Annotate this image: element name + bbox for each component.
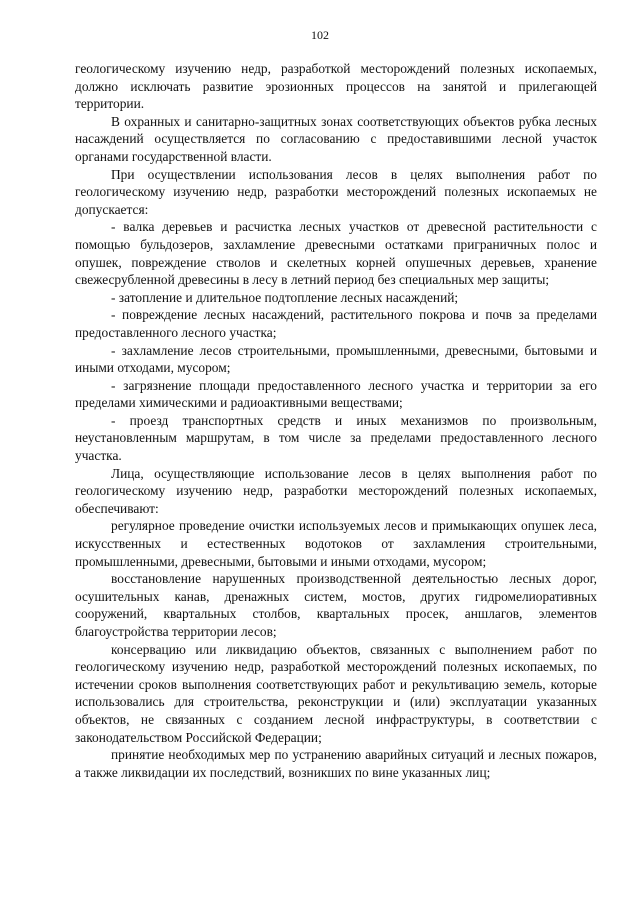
paragraph-protection-zones: В охранных и санитарно-защитных зонах соответствующих объектов рубка лесных насаждений осуществляется по согласованию с предоставившими лесной участок органами государственной власти. (75, 113, 597, 164)
obligation-emergency: принятие необходимых мер по устранению аварийных ситуаций и лесных пожаров, а также ликвидации их последствий, возникших по вине указанных лиц; (75, 747, 597, 780)
list-item-vehicles: - проезд транспортных средств и иных механизмов по произвольным, неустановленным маршрутам, в том числе за пределами предоставленного лесного участка. (75, 412, 597, 464)
paragraph-obligations-intro: Лица, осуществляющие использование лесов в целях выполнения работ по геологическому изучению недр, разработки месторождений полезных ископаемых, обеспечивают: (75, 465, 597, 516)
obligation-conservation: консервацию или ликвидацию объектов, связанных с выполнением работ по геологическому изучению недр, разработкой месторождений полезных ископаемых, по истечении сроков выполнения соответствующих работ и рекультивацию земель, которые использовались для строительства, реконструкции и (или) эксплуатации указанных объектов, не связанных с созданием лесной инфраструктуры, в соответствии с законодательством Российской Федерации; (75, 641, 597, 745)
obligation-restoration: восстановление нарушенных производственной деятельностью лесных дорог, осушительных канав, дренажных систем, мостов, других гидромелиоративных сооружений, квартальных столбов, квартальных просек, аншлагов, элементов благоустройства территории лесов; (75, 571, 597, 639)
list-item-littering: - захламление лесов строительными, промышленными, древесными, бытовыми и иными отходами, мусором; (75, 342, 597, 376)
list-item-pollution: - загрязнение площади предоставленного лесного участка и территории за его пределами химическими и радиоактивными веществами; (75, 377, 597, 411)
page-number: 102 (311, 28, 329, 42)
obligation-cleaning: регулярное проведение очистки используемых лесов и примыкающих опушек леса, искусственных и естественных водотоков от захламления строительными, промышленными, древесными, бытовыми и иными отходами, мусором; (75, 518, 597, 569)
list-item-damage: - повреждение лесных насаждений, растительного покрова и почв за пределами предоставленного лесного участка; (75, 307, 597, 340)
list-item-felling: - валка деревьев и расчистка лесных участков от древесной растительности с помощью бульдозеров, захламление древесными остатками приграничных полос и опушек, повреждение стволов и скелетных корней опушечных деревьев, хранение свежесрубленной древесины в лесу в летний период без специальных мер защиты; (75, 219, 597, 288)
document-body (75, 60, 597, 781)
list-item-flooding: - затопление и длительное подтопление лесных насаждений; (111, 289, 459, 305)
paragraph-prohibitions-intro: При осуществлении использования лесов в целях выполнения работ по геологическому изучению недр, разработки месторождений полезных ископаемых не допускается: (75, 166, 597, 217)
paragraph-continuation: геологическому изучению недр, разработкой месторождений полезных ископаемых, должно исключать развитие эрозионных процессов на занятой и прилегающей территории. (75, 61, 597, 112)
